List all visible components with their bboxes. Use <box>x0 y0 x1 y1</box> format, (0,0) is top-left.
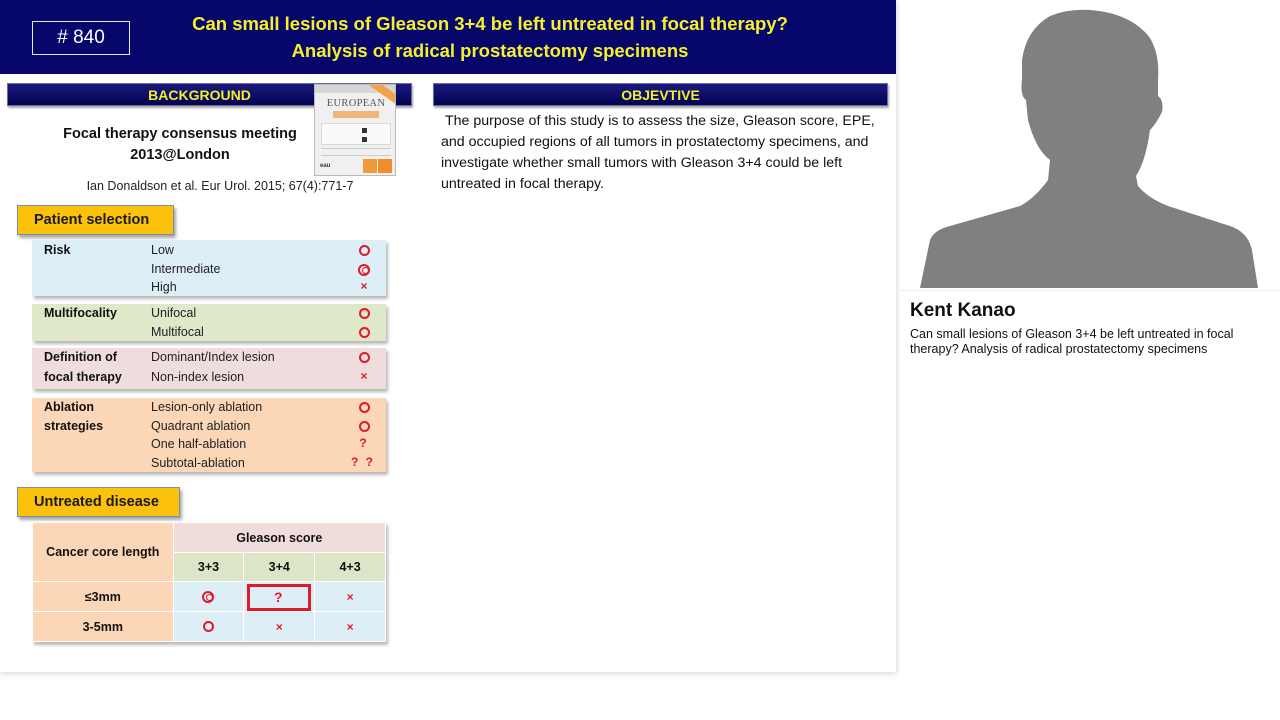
criteria-category: Risk <box>44 243 71 257</box>
background-heading-line2: 2013@London <box>130 147 230 163</box>
double-circle-mark-icon <box>356 261 372 279</box>
criteria-option: High <box>151 280 177 294</box>
cross-mark-icon: × <box>360 279 368 293</box>
highlight-box <box>247 584 311 611</box>
criteria-row <box>32 369 386 389</box>
presenter-name: Kent Kanao <box>910 300 1016 321</box>
untreated-disease-tag: Untreated disease <box>17 487 180 517</box>
poster-id-box: # 840 <box>32 21 130 55</box>
criteria-risk <box>32 240 386 296</box>
criteria-option: Subtotal-ablation <box>151 455 245 470</box>
cross-mark-icon: × <box>346 589 354 604</box>
poster-title <box>140 10 840 64</box>
criteria-row <box>32 436 386 455</box>
criteria-category: strategies <box>44 418 104 433</box>
col-header: 4+3 <box>315 553 386 582</box>
criteria-option: Lesion-only ablation <box>151 400 263 414</box>
criteria-row <box>32 349 386 369</box>
cell <box>315 582 386 612</box>
circle-mark-icon <box>356 324 372 341</box>
table-row <box>33 612 386 642</box>
col-group-header-gleason: Gleason score <box>173 523 385 553</box>
cell <box>173 582 244 612</box>
journal-cover-image <box>314 84 396 176</box>
gleason-table <box>32 522 386 642</box>
objective-paragraph: The purpose of this study is to assess the size, Gleason score, EPE, and occupied regions of all tumors in prostatectomy specimens, and investigate whether small tumors with Gleason 3+4 could be left untreated in focal therapy. <box>441 113 875 192</box>
circle-mark-icon <box>356 418 372 435</box>
col-header: 3+3 <box>173 553 244 582</box>
cover-logo: eau <box>320 163 331 169</box>
criteria-row <box>32 242 386 261</box>
row-label: ≤3mm <box>33 582 174 612</box>
criteria-option: Non-index lesion <box>151 370 245 384</box>
cover-title: EUROPEAN <box>326 98 386 109</box>
highlighted-cell <box>244 582 315 612</box>
double-question-mark-icon: ? ? <box>351 454 375 469</box>
row-header-cancer-core-length: Cancer core length <box>33 523 174 582</box>
background-heading-line1: Focal therapy consensus meeting <box>63 126 297 142</box>
circle-mark-icon <box>356 305 372 322</box>
question-mark-icon: ? <box>359 436 369 450</box>
criteria-row <box>32 418 386 437</box>
circle-mark-icon <box>356 349 372 366</box>
double-circle-mark-icon <box>202 591 214 603</box>
criteria-row <box>32 455 386 474</box>
question-mark-icon: ? <box>274 588 285 605</box>
cross-mark-icon: × <box>346 619 354 634</box>
criteria-option: Dominant/Index lesion <box>151 350 275 364</box>
objective-text <box>441 111 893 195</box>
criteria-option: Low <box>151 243 174 257</box>
cell <box>173 612 244 642</box>
criteria-category: Multifocality <box>44 306 117 320</box>
patient-selection-tag: Patient selection <box>17 205 174 235</box>
criteria-option: Quadrant ablation <box>151 418 251 433</box>
background-label: BACKGROUND <box>148 86 251 103</box>
criteria-option: Multifocal <box>151 324 204 339</box>
col-header: 3+4 <box>244 553 315 582</box>
cell <box>244 612 315 642</box>
cover-text-lines <box>321 148 391 156</box>
criteria-category: Definition of <box>44 350 117 364</box>
criteria-row <box>32 279 386 298</box>
cell <box>315 612 386 642</box>
criteria-row <box>32 324 386 343</box>
circle-mark-icon <box>356 399 372 416</box>
circle-mark-icon <box>356 242 372 259</box>
cross-mark-icon: × <box>360 369 368 383</box>
criteria-category: focal therapy <box>44 370 122 384</box>
poster-title-line1: Can small lesions of Gleason 3+4 be left untreated in focal therapy? <box>192 13 788 34</box>
cross-mark-icon: × <box>275 619 283 634</box>
cover-figure <box>321 123 391 145</box>
circle-mark-icon <box>203 621 214 632</box>
criteria-definition <box>32 348 386 389</box>
cover-box <box>378 159 392 173</box>
criteria-ablation <box>32 398 386 472</box>
criteria-option: Intermediate <box>151 261 221 276</box>
citation: Ian Donaldson et al. Eur Urol. 2015; 67(4):771-7 <box>86 179 354 193</box>
person-silhouette-icon <box>900 0 1280 288</box>
criteria-row <box>32 261 386 280</box>
criteria-category: Ablation <box>44 400 94 414</box>
poster-title-line2: Analysis of radical prostatectomy specimens <box>291 40 689 61</box>
presenter-talk-title: Can small lesions of Gleason 3+4 be left untreated in focal therapy? Analysis of radical prostatectomy specimens <box>910 327 1234 356</box>
table-row <box>33 582 386 612</box>
criteria-option: Unifocal <box>151 306 197 320</box>
objective-section-header <box>433 83 888 106</box>
background-heading <box>40 124 320 166</box>
objective-label: OBJEVTIVE <box>621 86 700 103</box>
presenter-photo <box>900 0 1280 288</box>
cover-subtitle-bar <box>333 111 379 118</box>
criteria-row <box>32 305 386 324</box>
row-label: 3-5mm <box>33 612 174 642</box>
presenter-info-card <box>900 290 1280 390</box>
criteria-option: One half-ablation <box>151 437 247 451</box>
criteria-row <box>32 399 386 418</box>
title-banner <box>0 0 896 74</box>
criteria-multifocality <box>32 304 386 341</box>
cover-box <box>363 159 377 173</box>
